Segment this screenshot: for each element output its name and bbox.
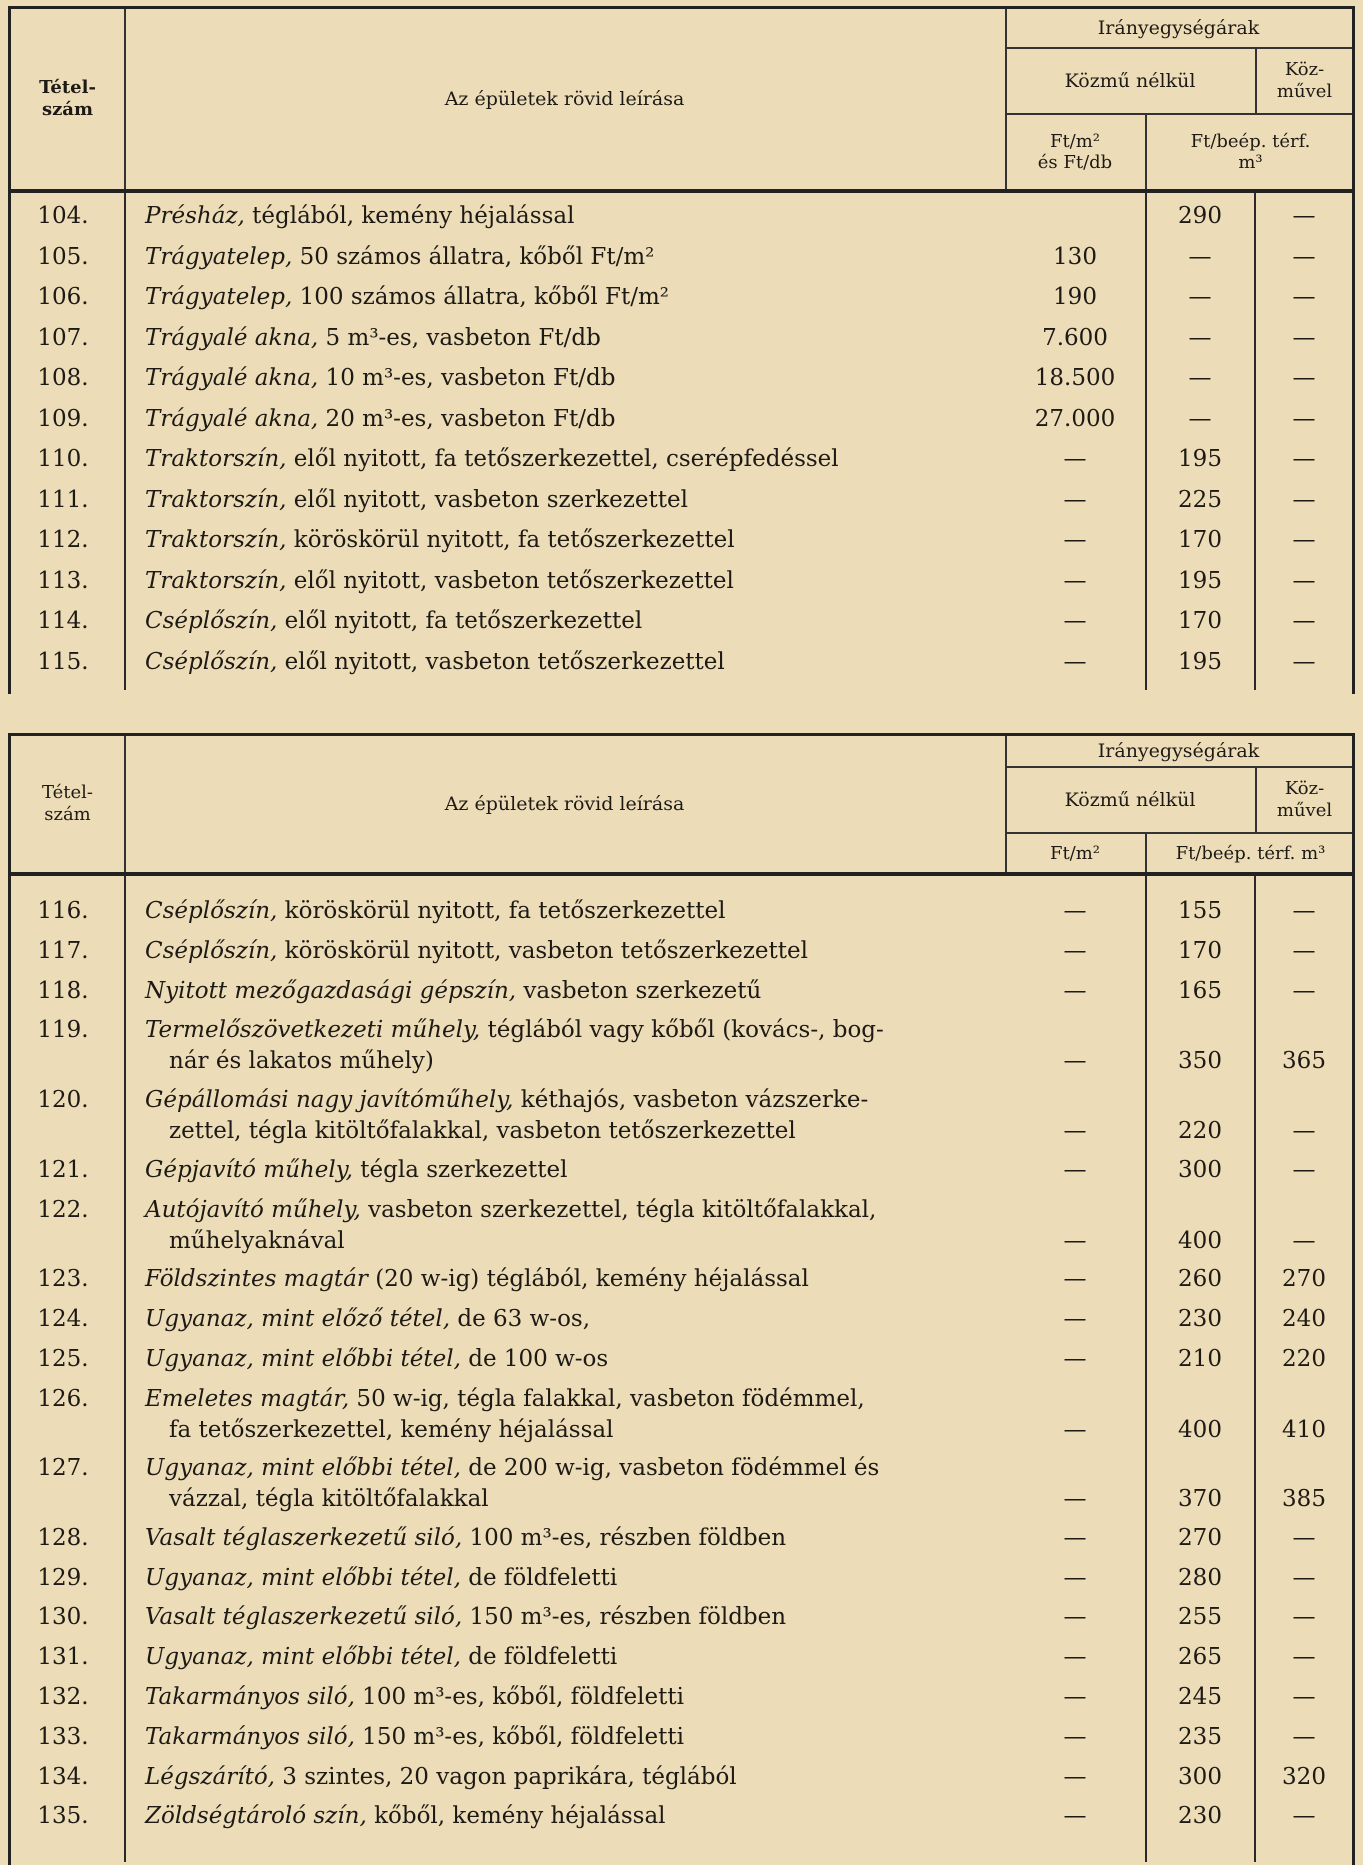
item-number: 123. — [37, 1266, 89, 1293]
description-continuation: fa tetőszerkezettel, kemény héjalással — [169, 1416, 614, 1443]
item-number: 107. — [37, 324, 89, 351]
item-number: 128. — [37, 1524, 89, 1551]
item-description — [145, 1563, 617, 1594]
item-description — [145, 1453, 879, 1484]
item-number: 131. — [37, 1644, 89, 1671]
building-name: Gépjavító műhely, — [145, 1156, 353, 1183]
price-no-utilities-m2: — — [1063, 648, 1087, 675]
item-description — [145, 1682, 684, 1713]
description-text: de földfeletti — [460, 1564, 618, 1591]
description-text: köröskörül nyitott, fa tetőszerkezettel — [286, 527, 735, 553]
no-utilities-header: Közmű nélkül — [1005, 768, 1257, 834]
item-number: 130. — [37, 1604, 89, 1631]
price-with-utilities: 240 — [1282, 1305, 1326, 1332]
price-with-utilities: — — [1292, 284, 1316, 310]
description-text: (20 w-ig) téglából, kemény héjalással — [367, 1266, 809, 1293]
price-with-utilities: — — [1292, 1118, 1316, 1145]
price-with-utilities: — — [1292, 486, 1316, 513]
item-number: 109. — [37, 405, 89, 432]
description-header: Az épületek rövid leírása — [124, 736, 1007, 872]
price-with-utilities: 270 — [1282, 1266, 1326, 1293]
price-no-utilities-m2: — — [1063, 608, 1087, 634]
building-name: Zöldségtároló szín, — [145, 1803, 367, 1830]
price-with-utilities: — — [1292, 977, 1316, 1004]
item-number: 108. — [37, 365, 89, 391]
description-continuation: zettel, tégla kitöltőfalakkal, vasbeton tetőszerkezettel — [169, 1118, 796, 1145]
building-name: Földszintes magtár — [145, 1266, 368, 1293]
with-utilities-header: Köz- művel — [1257, 768, 1352, 834]
item-description — [145, 1602, 786, 1633]
price-no-utilities-m3: 195 — [1178, 446, 1222, 472]
price-with-utilities: — — [1292, 446, 1316, 472]
item-description — [145, 363, 615, 394]
description-text: kőből, kemény héjalással — [366, 1803, 666, 1830]
description-continuation: nár és lakatos műhely) — [169, 1048, 434, 1075]
building-name: Trágyalé akna, — [145, 365, 319, 391]
price-no-utilities-m3: 400 — [1178, 1227, 1222, 1254]
item-number: 116. — [37, 898, 89, 924]
unit-ft-m3-header: Ft/beép. térf. m³ — [1175, 842, 1326, 864]
price-no-utilities-m3: — — [1188, 365, 1212, 391]
description-text: elől nyitott, fa tetőszerkezettel, cserépfedéssel — [286, 446, 839, 472]
price-no-utilities-m3: 170 — [1178, 527, 1222, 553]
building-name: Gépállomási nagy javítóműhely, — [145, 1087, 514, 1114]
price-no-utilities-m3: 280 — [1178, 1564, 1222, 1591]
price-no-utilities-m2: — — [1063, 567, 1087, 594]
item-number: 119. — [37, 1017, 89, 1044]
price-no-utilities-m3: — — [1188, 405, 1212, 432]
with-utilities-header: Köz- művel — [1257, 49, 1352, 115]
price-no-utilities-m3: 155 — [1178, 898, 1222, 924]
building-name: Ugyanaz, mint előbbi tétel, — [145, 1564, 461, 1591]
price-no-utilities-m2: — — [1063, 527, 1087, 553]
building-name: Ugyanaz, mint előbbi tétel, — [145, 1345, 461, 1372]
description-text: téglából vagy kőből (kovács-, bog- — [480, 1017, 884, 1044]
item-description — [145, 647, 725, 678]
building-name: Cséplőszín, — [145, 648, 278, 675]
price-with-utilities: — — [1292, 1156, 1316, 1183]
building-name: Nyitott mezőgazdasági gépszín, — [145, 977, 517, 1004]
item-description — [145, 444, 839, 475]
price-no-utilities-m2: — — [1063, 486, 1087, 513]
item-number: 114. — [37, 608, 89, 634]
building-name: Traktorszín, — [145, 527, 287, 553]
description-text: 10 m³-es, vasbeton Ft/db — [318, 365, 616, 391]
price-no-utilities-m2: — — [1063, 1345, 1087, 1372]
building-name: Takarmányos siló, — [145, 1684, 355, 1711]
price-no-utilities-m2: — — [1063, 1266, 1087, 1293]
unit-ft-m2-header: Ft/m² és Ft/db — [1005, 115, 1147, 189]
item-description — [145, 566, 734, 597]
price-with-utilities: — — [1292, 203, 1316, 229]
item-description — [145, 1015, 884, 1046]
description-text: 100 m³-es, részben földben — [462, 1524, 787, 1551]
price-no-utilities-m2: 27.000 — [1034, 405, 1116, 432]
item-number: 134. — [37, 1763, 89, 1790]
price-with-utilities: — — [1292, 243, 1316, 270]
price-with-utilities: — — [1292, 1604, 1316, 1631]
price-no-utilities-m3: 210 — [1178, 1345, 1222, 1372]
description-text: köröskörül nyitott, fa tetőszerkezettel — [277, 898, 726, 924]
unit-prices-header: Irányegységárak — [1005, 736, 1352, 768]
unit-ft-m2-header: Ft/m² — [1005, 834, 1147, 872]
item-number: 126. — [37, 1385, 89, 1412]
price-no-utilities-m3: — — [1188, 284, 1212, 310]
item-description — [145, 1762, 737, 1793]
price-no-utilities-m2: — — [1063, 1118, 1087, 1145]
item-description — [145, 201, 574, 232]
building-name: Cséplőszín, — [145, 608, 278, 634]
item-number: 106. — [37, 284, 89, 310]
price-with-utilities: — — [1292, 898, 1316, 924]
item-description — [145, 1264, 809, 1295]
price-no-utilities-m2: — — [1063, 1723, 1087, 1750]
price-with-utilities: 385 — [1282, 1486, 1326, 1513]
unit-prices-header: Irányegységárak — [1005, 9, 1352, 49]
no-utilities-header: Közmű nélkül — [1005, 49, 1257, 115]
building-name: Cséplőszín, — [145, 937, 278, 964]
price-no-utilities-m2: — — [1063, 1227, 1087, 1254]
item-description — [145, 282, 669, 313]
price-no-utilities-m3: 235 — [1178, 1723, 1222, 1750]
price-with-utilities: — — [1292, 937, 1316, 964]
price-no-utilities-m3: 230 — [1178, 1305, 1222, 1332]
price-with-utilities: — — [1292, 1684, 1316, 1711]
item-description — [145, 936, 808, 967]
building-name: Autójavító műhely, — [145, 1196, 361, 1223]
description-continuation: vázzal, tégla kitöltőfalakkal — [169, 1486, 489, 1513]
building-name: Présház, — [145, 203, 245, 229]
building-name: Trágyalé akna, — [145, 405, 319, 432]
item-description — [145, 1155, 568, 1186]
building-name: Ugyanaz, mint előbbi tétel, — [145, 1455, 461, 1482]
price-no-utilities-m2: 190 — [1053, 284, 1097, 310]
price-no-utilities-m3: 255 — [1178, 1604, 1222, 1631]
description-text: elől nyitott, vasbeton tetőszerkezettel — [277, 648, 725, 675]
price-with-utilities: — — [1292, 527, 1316, 553]
price-with-utilities: — — [1292, 1227, 1316, 1254]
description-text: 50 számos állatra, kőből Ft/m² — [292, 243, 655, 270]
item-number: 125. — [37, 1345, 89, 1372]
description-text: kéthajós, vasbeton vázszerke- — [513, 1087, 869, 1114]
price-with-utilities: — — [1292, 1564, 1316, 1591]
item-number: 129. — [37, 1564, 89, 1591]
item-description — [145, 1523, 786, 1554]
table-body — [11, 876, 1352, 1862]
item-description — [145, 1801, 666, 1832]
price-no-utilities-m3: 225 — [1178, 486, 1222, 513]
price-no-utilities-m2: — — [1063, 1524, 1087, 1551]
price-no-utilities-m2: — — [1063, 977, 1087, 1004]
item-number: 121. — [37, 1156, 89, 1183]
price-no-utilities-m2: — — [1063, 1156, 1087, 1183]
building-name: Emeletes magtár, — [145, 1385, 350, 1412]
price-with-utilities: — — [1292, 1723, 1316, 1750]
price-no-utilities-m3: 165 — [1178, 977, 1222, 1004]
description-header: Az épületek rövid leírása — [124, 9, 1007, 189]
price-no-utilities-m3: — — [1188, 324, 1212, 351]
item-number: 118. — [37, 977, 89, 1004]
price-no-utilities-m3: 265 — [1178, 1644, 1222, 1671]
price-with-utilities: 410 — [1282, 1416, 1326, 1443]
price-no-utilities-m3: 270 — [1178, 1524, 1222, 1551]
price-no-utilities-m2: — — [1063, 1305, 1087, 1332]
item-description — [145, 1085, 868, 1116]
building-name: Traktorszín, — [145, 486, 287, 513]
price-no-utilities-m3: 195 — [1178, 567, 1222, 594]
building-name: Traktorszín, — [145, 446, 287, 472]
price-no-utilities-m2: — — [1063, 937, 1087, 964]
building-name: Termelőszövetkezeti műhely, — [145, 1017, 481, 1044]
item-number: 132. — [37, 1684, 89, 1711]
building-name: Takarmányos siló, — [145, 1723, 355, 1750]
item-description — [145, 896, 725, 927]
description-text: 150 m³-es, kőből, földfeletti — [354, 1723, 684, 1750]
building-name: Vasalt téglaszerkezetű siló, — [145, 1524, 463, 1551]
price-no-utilities-m3: — — [1188, 243, 1212, 270]
item-number: 127. — [37, 1455, 89, 1482]
building-name: Ugyanaz, mint előző tétel, — [145, 1305, 451, 1332]
item-number-header: Tétel- szám — [11, 736, 126, 872]
price-no-utilities-m3: 350 — [1178, 1048, 1222, 1075]
price-no-utilities-m2: — — [1063, 1564, 1087, 1591]
item-number: 113. — [37, 567, 89, 594]
description-text: vasbeton szerkezetű — [516, 977, 762, 1004]
description-text: 5 m³-es, vasbeton Ft/db — [318, 324, 601, 351]
price-with-utilities: — — [1292, 1803, 1316, 1830]
price-no-utilities-m3: 300 — [1178, 1763, 1222, 1790]
description-text: 3 szintes, 20 vagon paprikára, téglából — [275, 1763, 737, 1790]
item-number: 124. — [37, 1305, 89, 1332]
price-no-utilities-m2: — — [1063, 1604, 1087, 1631]
item-number: 110. — [37, 446, 89, 472]
price-no-utilities-m2: — — [1063, 898, 1087, 924]
price-with-utilities: — — [1292, 405, 1316, 432]
price-no-utilities-m3: 400 — [1178, 1416, 1222, 1443]
building-name: Ugyanaz, mint előbbi tétel, — [145, 1644, 461, 1671]
item-number: 122. — [37, 1196, 89, 1223]
price-no-utilities-m2: — — [1063, 1644, 1087, 1671]
description-text: de 100 w-os — [460, 1345, 609, 1372]
price-with-utilities: 220 — [1282, 1345, 1326, 1372]
price-with-utilities: — — [1292, 608, 1316, 634]
description-text: 150 m³-es, részben földben — [462, 1604, 787, 1631]
item-number: 135. — [37, 1803, 89, 1830]
price-no-utilities-m2: — — [1063, 1486, 1087, 1513]
building-name: Vasalt téglaszerkezetű siló, — [145, 1604, 463, 1631]
price-no-utilities-m3: 300 — [1178, 1156, 1222, 1183]
item-description — [145, 485, 688, 516]
item-description — [145, 1304, 590, 1335]
item-number: 133. — [37, 1723, 89, 1750]
price-with-utilities: — — [1292, 1524, 1316, 1551]
item-description — [145, 1344, 608, 1375]
price-with-utilities: — — [1292, 324, 1316, 351]
price-no-utilities-m3: 370 — [1178, 1486, 1222, 1513]
price-table-1 — [8, 6, 1355, 694]
description-text: 50 w-ig, tégla falakkal, vasbeton födémmel, — [349, 1385, 865, 1412]
description-text: 100 számos állatra, kőből Ft/m² — [292, 284, 669, 310]
item-description — [145, 404, 615, 435]
building-name: Trágyalé akna, — [145, 324, 319, 351]
price-with-utilities: — — [1292, 365, 1316, 391]
building-name: Trágyatelep, — [145, 243, 293, 270]
description-text: elől nyitott, fa tetőszerkezettel — [277, 608, 643, 634]
building-name: Cséplőszín, — [145, 898, 278, 924]
price-no-utilities-m2: — — [1063, 1048, 1087, 1075]
price-table-2 — [8, 733, 1355, 1865]
price-no-utilities-m2: — — [1063, 1803, 1087, 1830]
description-text: köröskörül nyitott, vasbeton tetőszerkezettel — [277, 937, 808, 964]
price-no-utilities-m3: 290 — [1178, 203, 1222, 229]
price-with-utilities: — — [1292, 567, 1316, 594]
item-description — [145, 323, 601, 354]
description-text: de földfeletti — [460, 1644, 618, 1671]
price-no-utilities-m2: — — [1063, 1763, 1087, 1790]
description-text: 100 m³-es, kőből, földfeletti — [354, 1684, 684, 1711]
item-number: 115. — [37, 648, 89, 675]
item-number: 112. — [37, 527, 89, 553]
item-description — [145, 606, 642, 637]
description-text: elől nyitott, vasbeton szerkezettel — [286, 486, 688, 513]
price-no-utilities-m3: 170 — [1178, 937, 1222, 964]
price-no-utilities-m2: 18.500 — [1034, 365, 1116, 391]
description-text: tégla szerkezettel — [352, 1156, 568, 1183]
price-no-utilities-m3: 195 — [1178, 648, 1222, 675]
item-number: 117. — [37, 937, 89, 964]
price-no-utilities-m3: 220 — [1178, 1118, 1222, 1145]
item-number: 120. — [37, 1087, 89, 1114]
price-with-utilities: — — [1292, 648, 1316, 675]
price-no-utilities-m2: 130 — [1053, 243, 1097, 270]
description-text: de 63 w-os, — [450, 1305, 591, 1332]
price-no-utilities-m3: 230 — [1178, 1803, 1222, 1830]
item-number: 105. — [37, 243, 89, 270]
price-no-utilities-m2: — — [1063, 1416, 1087, 1443]
description-continuation: műhelyaknával — [169, 1227, 345, 1254]
item-description — [145, 525, 735, 556]
price-no-utilities-m3: 245 — [1178, 1684, 1222, 1711]
item-description — [145, 1384, 865, 1415]
price-with-utilities: — — [1292, 1644, 1316, 1671]
building-name: Trágyatelep, — [145, 284, 293, 310]
price-no-utilities-m3: 170 — [1178, 608, 1222, 634]
price-no-utilities-m2: — — [1063, 1684, 1087, 1711]
description-text: vasbeton szerkezettel, tégla kitöltőfalakkal, — [360, 1196, 877, 1223]
item-description — [145, 1642, 617, 1673]
item-number-header: Tétel- szám — [11, 9, 126, 189]
item-description — [145, 242, 654, 273]
price-no-utilities-m2: — — [1063, 446, 1087, 472]
building-name: Traktorszín, — [145, 567, 287, 594]
building-name: Légszárító, — [145, 1763, 275, 1790]
item-description — [145, 1195, 876, 1226]
table-header — [11, 9, 1352, 193]
item-description — [145, 1722, 684, 1753]
description-text: 20 m³-es, vasbeton Ft/db — [318, 405, 616, 432]
description-text: de 200 w-ig, vasbeton födémmel és — [460, 1455, 880, 1482]
item-number: 104. — [37, 203, 89, 229]
description-text: téglából, kemény héjalással — [244, 203, 575, 229]
table-header — [11, 736, 1352, 876]
price-no-utilities-m2: 7.600 — [1042, 324, 1108, 351]
item-description — [145, 976, 761, 1007]
table-body — [11, 193, 1352, 690]
unit-ft-m3-header: Ft/beép. térf. m³ — [1190, 131, 1311, 173]
item-number: 111. — [37, 486, 89, 513]
price-no-utilities-m3: 260 — [1178, 1266, 1222, 1293]
price-with-utilities: 320 — [1282, 1763, 1326, 1790]
description-text: elől nyitott, vasbeton tetőszerkezettel — [286, 567, 734, 594]
price-with-utilities: 365 — [1282, 1048, 1326, 1075]
